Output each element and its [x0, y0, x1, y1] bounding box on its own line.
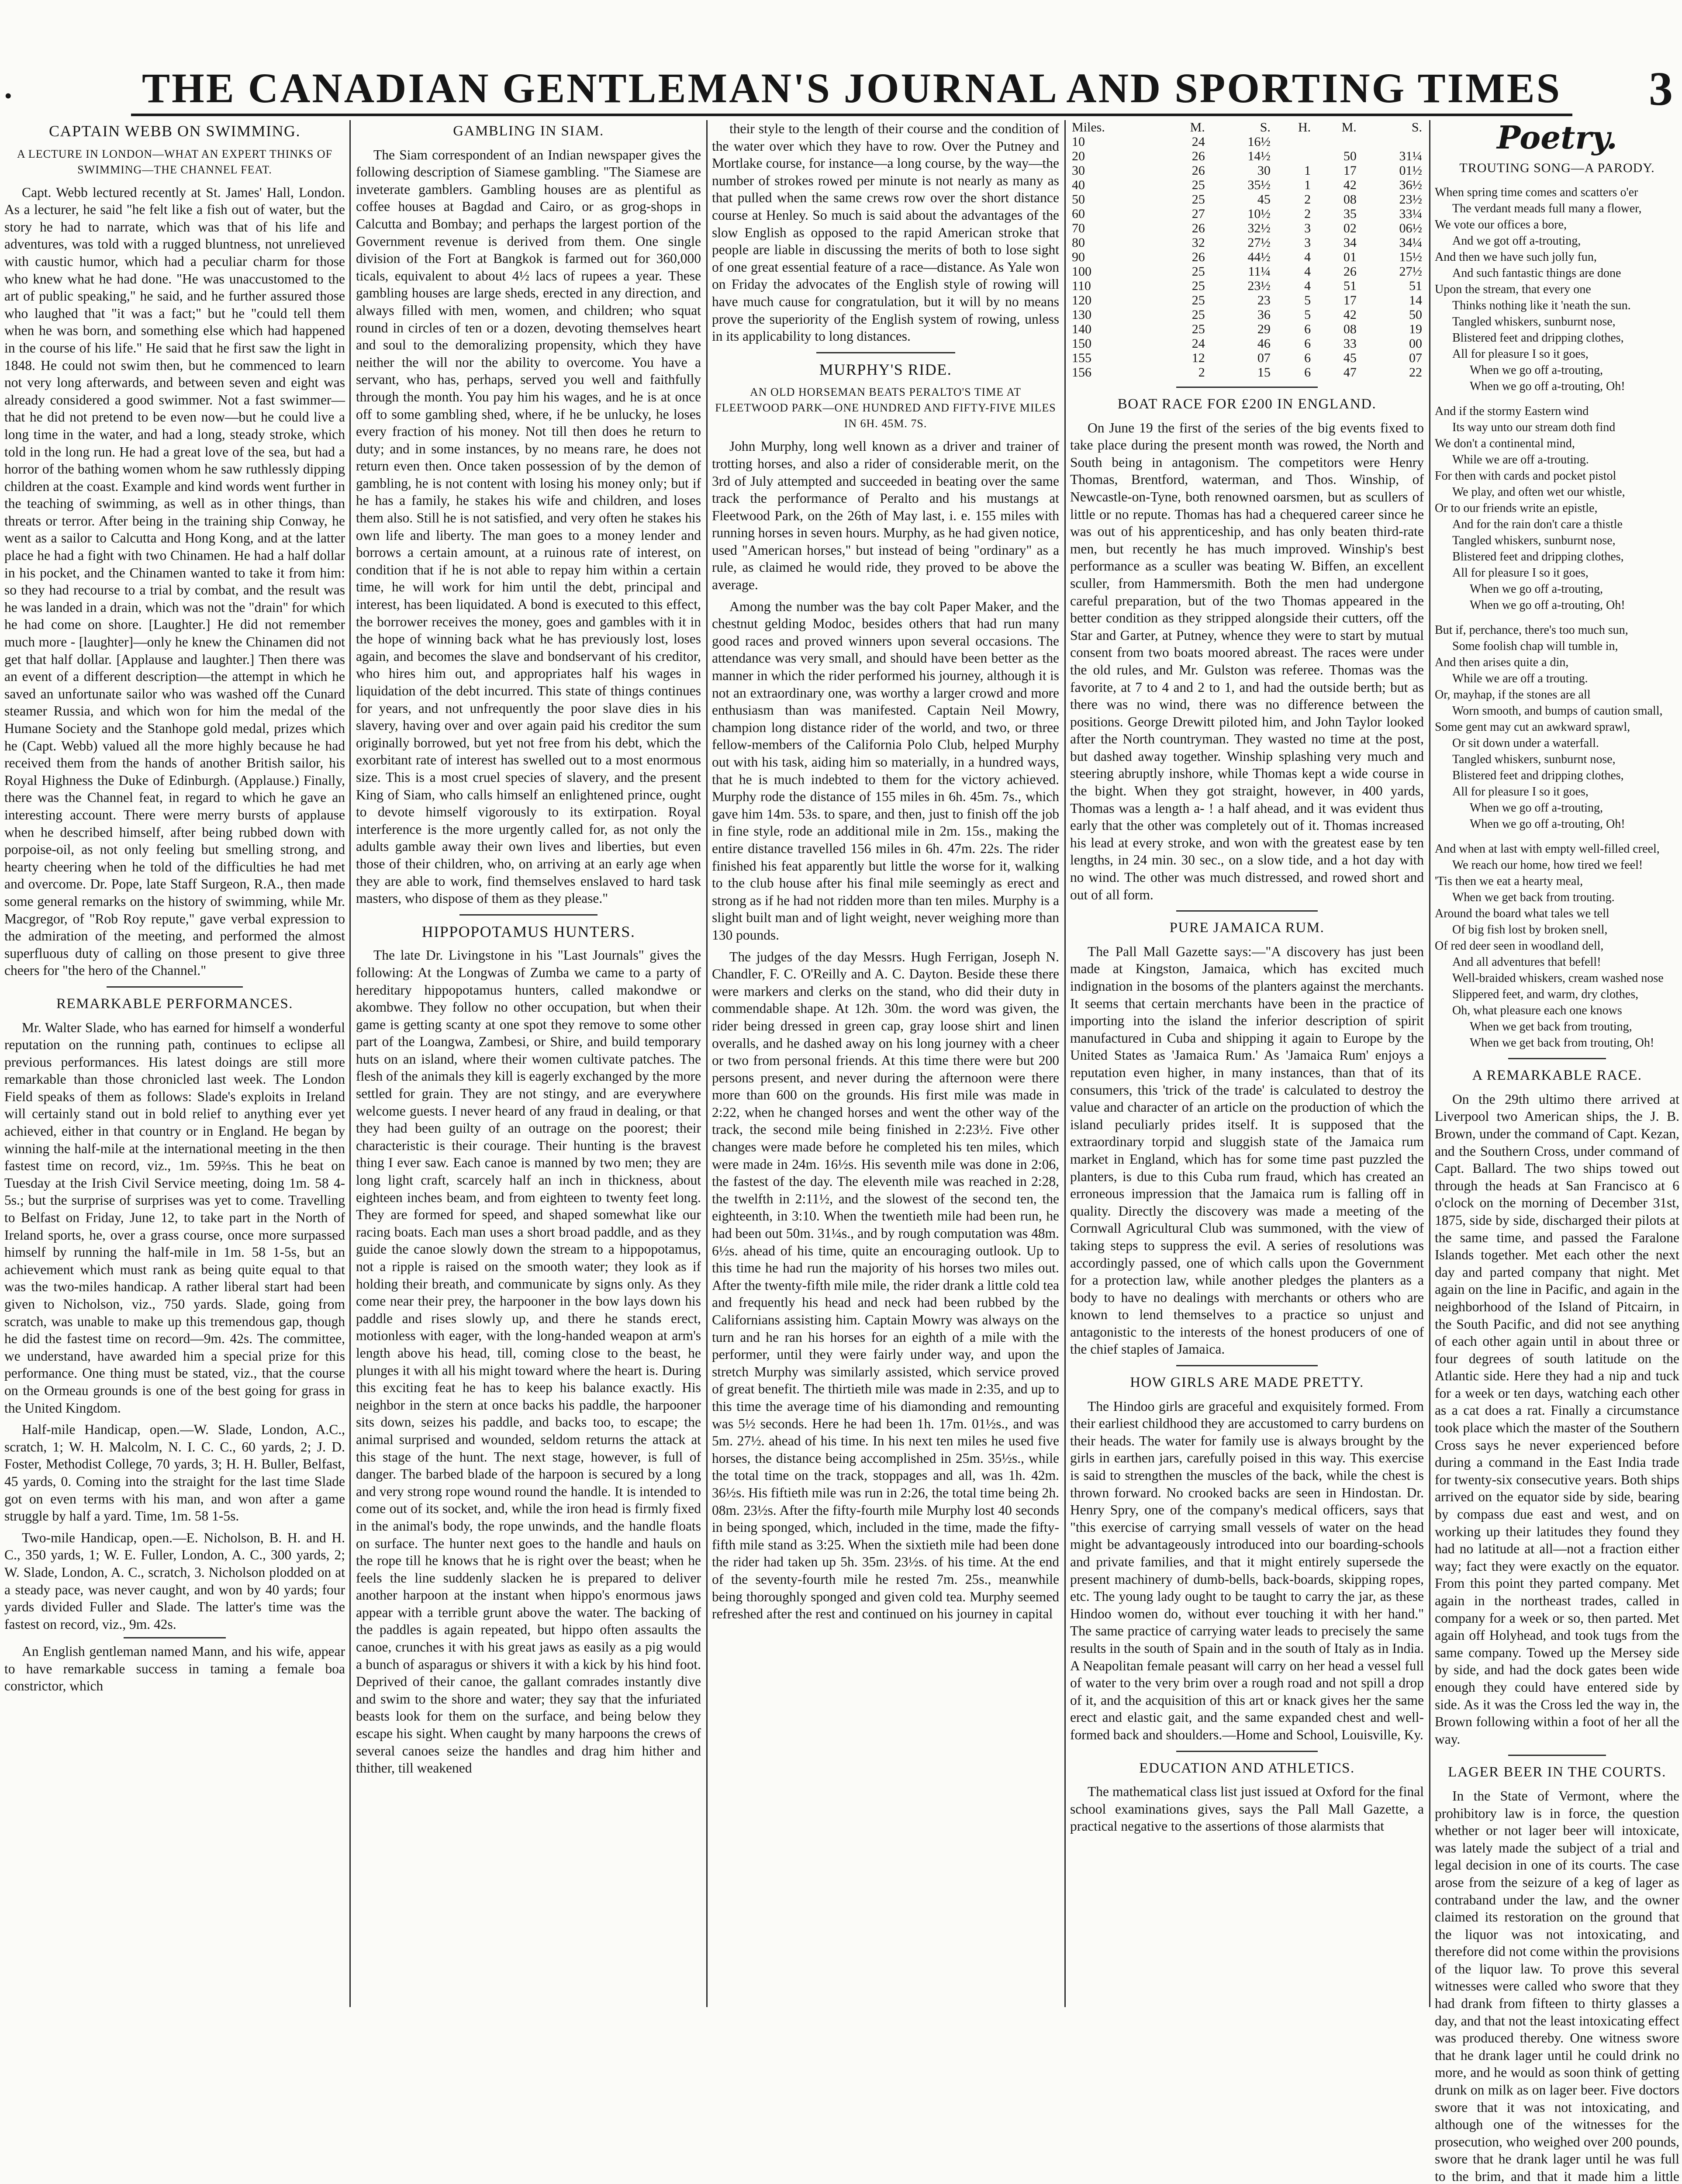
poem-line: All for pleasure I so it goes,: [1452, 347, 1589, 361]
section-divider: [1176, 387, 1318, 388]
table-cell: 51: [1343, 279, 1357, 293]
section-divider: [1176, 1751, 1318, 1752]
table-cell: 32: [1192, 235, 1205, 250]
poem-line: Around the board what tales we tell: [1435, 907, 1609, 921]
table-body: [1070, 135, 1424, 380]
article-paragraph: On the 29th ultimo there arrived at Liverpool two American ships, the J. B. Brown, under the command of Capt. Kezan, and the Southern Cross, under command of Capt. Ballard. The two ships towed out through the heads at San Francisco at 6 o'clock on the morning of December 31st, 1875, side by side, discharged their pilots at the same time, and passed the Faralone Islands together. Met each other the next day and parted company that night. Met again on the line in Pacific, and again in the neighborhood of the Island of Pitcairn, in the South Pacific, and did not see anything of each other again until in about three or four degrees of south latitude on the Atlantic side. Here they had a nip and tuck for a week or ten days, watching each other as a cat does a rat. Finally a circumstance took place which the master of the Southern Cross says he never experienced before during a command in the East India trade for twenty-six consecutive years. Both ships arrived on the equator side by side, bearing by compass due east and west, and on working up their latitudes they found they had no latitude at all—not a fraction either way; fact they were exactly on the equator. From this point they parted company. Met again in the northeast trades, called in company for a week or so, then parted. Met again off Holyhead, and took tugs from the same company. Towed up the Mersey side by side, and had the dock gates been wide enough they could have entered side by side. As it was the Cross led the way in, the Brown following within a foot of her all the way.: [1435, 1091, 1679, 1747]
table-row: [1070, 365, 1424, 380]
poem-line: Or sit down under a waterfall.: [1452, 736, 1599, 750]
poem-line: Slippered feet, and warm, dry clothes,: [1452, 988, 1639, 1002]
poem-line: Tangled whiskers, sunburnt nose,: [1452, 753, 1616, 767]
column-rule: [706, 120, 708, 2007]
column-rule: [1064, 120, 1066, 2007]
poem-line: And if the stormy Eastern wind: [1435, 404, 1589, 418]
table-cell: 140: [1072, 322, 1091, 336]
poem-line: When we get back from trouting,: [1470, 1020, 1632, 1034]
poem-line: When we go off a-trouting,: [1470, 582, 1603, 596]
table-cell: 44½: [1247, 250, 1271, 264]
table-cell: 25: [1192, 322, 1205, 336]
table-cell: [1358, 135, 1424, 149]
table-cell: 3: [1304, 221, 1311, 235]
table-cell: 6: [1304, 351, 1311, 365]
article-paragraph: Among the number was the bay colt Paper Maker, and the chestnut gelding Modoc, besides others that had run many good races and proved winners upon several occasions. The attendance was very small, and should have been better as the manner in which the rider performed his journey, although it is not an extraordinary one, was worthy a larger crowd and more enthusiasm than was manifested. Captain Neil Mowry, champion long distance rider of the world, and two, or three fellow-members of the California Polo Club, helped Murphy out with his task, aiding him so materially, in a hundred ways, that he is much indebted to them for the victory achieved. Murphy rode the distance of 155 miles in 6h. 45m. 7s., which gave him 14m. 53s. to spare, and then, just to finish off the job in fine style, rode an additional mile in 2m. 15s., making the entire distance travelled 156 miles in 6h. 47m. 22s. The rider finished his feat apparently but little the worse for it, walking to the club house after his final mile seemingly as erect and strong as if he had not ridden more than ten miles. Murphy is a slight built man and of light weight, never weighing more than 130 pounds.: [712, 598, 1059, 943]
poem-line: And when at last with empty well-filled creel,: [1435, 842, 1660, 856]
table-row: [1070, 264, 1424, 279]
table-cell: 51: [1409, 279, 1422, 293]
article-paragraph: The mathematical class list just issued at Oxford for the final school examinations gives, says the Pall Mall Gazette, a practical negative to the assertions of those alarmists that: [1070, 1784, 1424, 1834]
poem-line: While we are off a trouting.: [1452, 672, 1588, 686]
table-cell: 26: [1192, 149, 1205, 163]
table-cell: 25: [1192, 178, 1205, 192]
section-divider: [816, 352, 955, 353]
stanza-gap: [1435, 394, 1679, 403]
table-header-cell: S.: [1411, 120, 1422, 135]
table-cell: 10½: [1247, 207, 1271, 221]
poem-line: And we got off a-trouting,: [1452, 234, 1581, 248]
table-cell: 1: [1304, 178, 1311, 192]
table-row: [1070, 207, 1424, 221]
article-headline: HOW GIRLS ARE MADE PRETTY.: [1130, 1375, 1364, 1391]
table-cell: 01½: [1399, 163, 1422, 178]
table-cell: 31¼: [1399, 149, 1422, 163]
mile-times-table: [1070, 120, 1424, 380]
table-header-cell: H.: [1298, 120, 1311, 135]
table-cell: 36: [1257, 308, 1271, 322]
poem-line: Some foolish chap will tumble in,: [1452, 639, 1618, 653]
table-cell: [1272, 135, 1312, 149]
article-paragraph: The Hindoo girls are graceful and exquisitely formed. From their earliest childhood they are accustomed to carry burdens on their heads. The water for family use is always brought by the girls in earthen jars, carefully poised in this way. This exercise is said to strengthen the muscles of the back, while the chest is thrown forward. No crooked backs are seen in Hindostan. Dr. Henry Spry, one of the company's medical officers, says that "this exercise of carrying small vessels of water on the head might be advantageously introduced into our boarding-schools and private families, and that it might entirely supersede the present machinery of dumb-bells, back-boards, skipping ropes, etc. The young lady ought to be taught to carry the jar, as these Hindoo women do, without ever touching it with her hand." The same practice of carrying water leads to precisely the same results in the south of Spain and in the south of Italy as in India. A Neapolitan female peasant will carry on her head a vessel full of water to the very brim over a rough road and not spill a drop of it, and the acquisition of this art or knack gives her the same erect and elastic gait, and the same expanded chest and well-formed back and shoulders.—Home and School, Louisville, Ky.: [1070, 1398, 1424, 1742]
stanza-gap: [1435, 613, 1679, 622]
table-cell: 40: [1072, 178, 1085, 192]
table-cell: 07: [1257, 351, 1271, 365]
table-cell: 35½: [1247, 178, 1271, 192]
poem-line: Oh, what pleasure each one knows: [1452, 1004, 1622, 1018]
table-cell: 08: [1343, 322, 1357, 336]
table-cell: 06½: [1399, 221, 1422, 235]
poem-line: Blistered feet and dripping clothes,: [1452, 769, 1624, 783]
section-divider: [1176, 910, 1318, 912]
table-row: [1070, 293, 1424, 308]
table-cell: 30: [1257, 163, 1271, 178]
article-subheadline: A LECTURE IN LONDON—WHAT AN EXPERT THINKS OF SWIMMING—THE CHANNEL FEAT.: [17, 147, 333, 176]
article-paragraph: their style to the length of their course and the condition of the water over which they have to row. Over the Putney and Mortlake course, for instance—a long course, by the way—the number of strokes rowed per minute is not nearly as many as that pulled when the same crews row over the short distance course at Henley. So much is said about the advantages of the slow English as opposed to the rapid American stroke that people are liable in discussing the merits of both to lose sight of one great essential feature of a race—distance. As Yale won on Friday the advocates of the English style of rowing will have much cause for congratulation, but it will by no means prove the superiority of the English system of rowing, unless in its applicability to long distances.: [712, 121, 1059, 344]
poem-line: Tangled whiskers, sunburnt nose,: [1452, 315, 1616, 329]
poem-line: When we go off a-trouting,: [1470, 801, 1603, 815]
table-cell: 25: [1192, 264, 1205, 279]
table-cell: 70: [1072, 221, 1085, 235]
table-cell: 29: [1257, 322, 1271, 336]
poem-line: When spring time comes and scatters o'er: [1435, 186, 1638, 200]
table-cell: 50: [1343, 149, 1357, 163]
poem-line: Thinks nothing like it 'neath the sun.: [1452, 299, 1631, 313]
table-cell: 27½: [1399, 264, 1422, 279]
table-row: [1070, 178, 1424, 192]
article-headline: GAMBLING IN SIAM.: [453, 123, 604, 139]
table-row: [1070, 135, 1424, 149]
table-cell: 110: [1072, 279, 1091, 293]
poem-line: But if, perchance, there's too much sun,: [1435, 623, 1628, 637]
poem-line: Blistered feet and dripping clothes,: [1452, 331, 1624, 345]
table-cell: [1312, 135, 1358, 149]
table-header-cell: M.: [1190, 120, 1205, 135]
table-cell: 35: [1343, 207, 1357, 221]
table-row: [1070, 192, 1424, 207]
article-paragraph: Capt. Webb lectured recently at St. James' Hall, London. As a lecturer, he said "he felt like a fish out of water, but the story he had to narrate, which was that of his life and adventures, was told with a rugged bluntness, not unrelieved with caustic humor, which had a peculiar charm for those who knew what he had done. "He was unaccustomed to the art of public speaking," he said, and he further assured those who laughed that "it was a fact;" but he "could tell them when he was born, and something else which had happened in the course of his life." He said that he first saw the light in 1848. He could not swim then, but he commenced to learn not very long afterwards, and between seven and eight was already considered a good swimmer. Not a fast swimmer—that he did not pretend to be even now—but he could live a long time in the water, and had a long, steady stroke, which told in the long run. He had a great love of the sea, but had a horror of the bathing women whom he saw ruthlessly dipping children at the coast. Example and kind words went further in the teaching of swimming, as well as in other things, than threats or terror. After being in the training ship Conway, he went as a sailor to Calcutta and Hong Kong, and at the latter place he had a fight with two Chinamen. He had a half dollar in his pocket, and the Chinamen wanted to take it from him: so they had recourse to a trial by combat, and the result was he was landed in a drain, which was not the "drain" for which he had come on shore. [Laughter.] He did not remember much more - [laughter]—only he knew the Chinamen did not get that half dollar. [Applause and laughter.] Then there was an event of a different description—the attempt in which he saved an unfortunate sailor who was washed off the Cunard steamer Russia, and which won for him the medal of the Humane Society and the Stanhope gold medal, prizes which he (Capt. Webb) valued all the more highly because he had received them from the hands of another British sailor, his Royal Highness the Duke of Edinburgh. (Applause.) Finally, there was the Channel feat, in regard to which he gave an interesting account. There were merry bursts of applause when he described himself, after being rubbed down with porpoise-oil, as not only feeling but smelling strong, and hearty cheering when he told of the difficulties he had met and overcome. Dr. Pope, late Staff Surgeon, R.A., then made some general remarks on the history of swimming, while Mr. Macgregor, of "Rob Roy repute," gave verbal expression to the admiration of the meeting, and performed the almost superfluous duty of calling on those present to give three cheers for "the hero of the Channel.": [4, 184, 345, 978]
poetry-section-title: Poetry.: [1497, 119, 1617, 156]
article-headline: A REMARKABLE RACE.: [1472, 1068, 1642, 1084]
table-cell: 11¼: [1248, 264, 1271, 279]
table-cell: 17: [1343, 163, 1357, 178]
table-cell: 4: [1304, 279, 1311, 293]
article-paragraph: On June 19 the first of the series of the big events fixed to take place during the present month was rowed, the North and South being in antagonism. The competitors were Henry Thomas, Brentford, waterman, and Thos. Winship, of Newcastle-on-Tyne, both renowned oarsmen, but as scullers of little or no repute. Thomas has had a chequered career since he was out of his apprenticeship, and has only beaten third-rate men, but recently he has much improved. Winship's best performance as a sculler was beating W. Biffen, an excellent sculler, from Hammersmith. Both the men had undergone careful preparation, but of the two Thomas appeared in the better condition as they stripped alongside their cutters, off the Star and Garter, at Putney, whence they were to start by mutual consent from two boats moored abreast. The races were under the old rules, and Mr. Gulston was referee. Thomas was the favorite, at 7 to 4 and 2 to 1, and had the outside berth; but as there was no wind, there was no difference between the positions. George Drewitt piloted him, and John Taylor looked after the North countryman. They wasted no time at the post, but dashed away together. Winship splashing very much and steering abruptly inshore, while Thomas kept a wide course in the bight. When they got straight, however, in 400 yards, Thomas was a length a- ! a half ahead, and it was evident thus early that the other was completely out of it. Thomas increased his lead at every stroke, and won with the greatest ease by ten lengths, in 24 min. 30 sec., on a slow tide, and a hot day with no wind. The other was much distressed, and rowed short and out of all form.: [1070, 420, 1424, 902]
poem-line: When we go off a-trouting, Oh!: [1470, 598, 1625, 612]
article-subheadline: AN OLD HORSEMAN BEATS PERALTO'S TIME AT FLEETWOOD PARK—ONE HUNDRED AND FIFTY-FIVE MILES IN 6H. 45M. 7S.: [715, 386, 1056, 430]
column-2: [356, 120, 701, 2007]
poem-line: And for the rain don't care a thistle: [1452, 518, 1623, 532]
table-cell: 50: [1072, 192, 1085, 207]
column-4: [1070, 120, 1424, 2007]
table-cell: 120: [1072, 293, 1091, 308]
table-cell: 3: [1304, 235, 1311, 250]
table-row: [1070, 149, 1424, 163]
section-divider: [1176, 1365, 1318, 1366]
poem-line: Its way unto our stream doth find: [1452, 421, 1616, 435]
table-cell: 22: [1409, 365, 1422, 380]
table-cell: 5: [1304, 293, 1311, 308]
table-cell: 02: [1343, 221, 1357, 235]
poem-line: Well-braided whiskers, cream washed nose: [1452, 971, 1664, 985]
table-cell: 26: [1343, 264, 1357, 279]
section-divider: [124, 1637, 226, 1638]
article-paragraph: The judges of the day Messrs. Hugh Ferrigan, Joseph N. Chandler, F. C. O'Reilly and A. C. Dayton. Beside these there were markers and clerks on the stand, who did their duty in commendable shape. At 12h. 30m. the word was given, the rider being dressed in green cap, gray loose shirt and linen overalls, and he dashed away on his long journey with a cheer or two from personal friends. At this time there were but 200 persons present, and never during the afternoon were there more than 600 on the grounds. His first mile was made in 2:22, when he changed horses and went the other way of the track, the second mile being finished in 2:23½. Five other changes were made before he completed his ten miles, which were made in 24m. 16½s. His seventh mile was done in 2:06, the fastest of the day. The eleventh mile was reached in 2:28, the twelfth in 2:11½, and the slowest of the second ten, the eighteenth, in 3:10. When the twentieth mile had been run, he had been out 50m. 31¼s., and by rough computation was 48m. 6½s. ahead of his time, quite an encouraging outlook. Up to this time he had run the majority of his horses two miles out. After the twenty-fifth mile mile, the rider drank a little cold tea and frequently his head and neck had been rubbed by the Californians assisting him. Captain Mowry was always on the turn and he ran his horses for an eighth of a mile with the performer, until they were fairly under way, and upon the stretch Murphy was similarly assisted, which service proved of great benefit. The thirtieth mile was made in 2:35, and up to this time the average time of his diamonding and remounting was 5½ seconds. Here he had been 1h. 17m. 01½s., and was 5m. 27½. ahead of his time. In his next ten miles he used five horses, the distance being accomplished in 25m. 35½s., while the total time on the track, stoppages and all, was 1h. 42m. 36½s. His fiftieth mile was run in 2:26, the total time being 2h. 08m. 23½s. After the fifty-fourth mile Murphy lost 40 seconds in being sponged, which, included in the time, made the fifty-fifth mile stand as 3:25. When the sixtieth mile had been done the rider had taken up 5h. 35m. 23½s. of his time. At the end of the seventy-fourth mile he rested 7m. 25s., meanwhile being thoroughly sponged and given cold tea. Murphy seemed refreshed after the rest and continued on his journey in capital: [712, 949, 1059, 1622]
poem-line: Of red deer seen in woodland dell,: [1435, 939, 1604, 953]
table-cell: 6: [1304, 322, 1311, 336]
table-row: [1070, 308, 1424, 322]
table-cell: 12: [1192, 351, 1205, 365]
table-cell: 25: [1192, 279, 1205, 293]
poem-line: Of big fish lost by broken snell,: [1452, 923, 1608, 937]
poem-line: We play, and often wet our whistle,: [1452, 485, 1625, 499]
poem-line: Blistered feet and dripping clothes,: [1452, 550, 1624, 564]
table-cell: 33: [1343, 336, 1357, 351]
table-cell: 23½: [1399, 192, 1422, 207]
table-cell: 17: [1343, 293, 1357, 308]
table-cell: 2: [1304, 207, 1311, 221]
table-cell: 16½: [1247, 135, 1271, 149]
table-cell: 47: [1343, 365, 1357, 380]
table-cell: 25: [1192, 192, 1205, 207]
poem-line: When we get back from trouting, Oh!: [1470, 1036, 1654, 1050]
table-cell: 2: [1304, 192, 1311, 207]
column-3: [712, 120, 1059, 2007]
poem-line: The verdant meads full many a flower,: [1452, 202, 1642, 216]
table-cell: 25: [1192, 293, 1205, 308]
article-headline: HIPPOPOTAMUS HUNTERS.: [421, 923, 635, 940]
table-row: [1070, 336, 1424, 351]
table-cell: 4: [1304, 264, 1311, 279]
table-cell: 27½: [1247, 235, 1271, 250]
table-cell: 01: [1343, 250, 1357, 264]
table-cell: 26: [1192, 221, 1205, 235]
section-divider: [1508, 1058, 1606, 1059]
article-headline: PURE JAMAICA RUM.: [1169, 920, 1325, 936]
table-cell: 26: [1192, 163, 1205, 178]
table-cell: 14½: [1247, 149, 1271, 163]
table-cell: 23½: [1247, 279, 1271, 293]
table-cell: 6: [1304, 365, 1311, 380]
table-cell: 30: [1072, 163, 1085, 178]
table-cell: 24: [1192, 336, 1205, 351]
table-cell: 19: [1409, 322, 1422, 336]
article-paragraph: Mr. Walter Slade, who has earned for himself a wonderful reputation on the running path, continues to eclipse all previous performances. His latest doings are still more remarkable than those chronicled last week. The London Field speaks of them as follows: Slade's exploits in Ireland will certainly stand out in bold relief to anything ever yet achieved, either in that country or in England. He began by winning the half-mile at the international meeting in the then fastest time on record, viz., 1m. 59⅔s. This he beat on Tuesday at the Irish Civil Service meeting, doing 1m. 58 4-5s.; but the surprise of surprises was yet to come. Travelling to Belfast on Friday, June 12, to take part in the North of Ireland sports, he, over a grass course, once more surpassed himself by running the half-mile in 1m. 58 1-5s, but an achievement which must rank as being quite equal to that was the two-miles handicap. A rather liberal start had been given to Nicholson, viz., 750 yards. Slade, going from scratch, was unable to make up this tremendous gap, though he did the fastest time on record—9m. 42s. The committee, we understand, have awarded him a special prize for this performance. One thing must be stated, viz., that the course on the Ormeau grounds is one of the best going for grass in the United Kingdom.: [4, 1019, 345, 1416]
poem-line: When we go off a-trouting,: [1470, 363, 1603, 377]
table-cell: 32½: [1247, 221, 1271, 235]
poem-line: All for pleasure I so it goes,: [1452, 566, 1589, 580]
table-cell: 90: [1072, 250, 1085, 264]
table-cell: 23: [1257, 293, 1271, 308]
table-cell: 100: [1072, 264, 1091, 279]
table-cell: 5: [1304, 308, 1311, 322]
poem-line: 'Tis then we eat a hearty meal,: [1435, 874, 1583, 888]
table-cell: 00: [1409, 336, 1422, 351]
table-row: [1070, 235, 1424, 250]
poem-line: We vote our offices a bore,: [1435, 218, 1567, 232]
table-row: [1070, 351, 1424, 365]
poem-line: Or, mayhap, if the stones are all: [1435, 688, 1591, 702]
table-cell: [1272, 149, 1312, 163]
table-row: [1070, 250, 1424, 264]
article-paragraph: The Siam correspondent of an Indian newspaper gives the following description of Siamese gambling. "The Siamese are inveterate gamblers. Gambling houses are as plentiful as coffee houses at Bagdad and Cairo, or as grog-shops in Calcutta and Bombay; and perhaps the largest portion of the Government revenue is derived from them. One single division of the Fort at Bangkok is farmed out for 360,000 ticals, equivalent to about 4½ lacs of rupees a year. These gambling houses are large sheds, erected in any direction, and always filled with men, women, and children; who squat round in circles of ten or a dozen, devoting themselves heart and soul to the demoralizing propensity, which they have neither the will nor the ability to overcome. You have a servant, who has, perhaps, served you well and faithfully through the month. You pay him his wages, and he is at once off to some gambling shed, where, if he be unlucky, he loses every fraction of his money. Not till then does he return to duty; and in some instances, by no means rare, he does not return even then. Once taken possession of by the demon of gambling, he is not content with losing his money only; but if he has a family, he stakes his wife and children, and loses them also. Still he is not satisfied, and very often he stakes his own life and liberty. The man goes to a money lender and borrows a certain amount, at a ruinous rate of interest, on condition that if he is not able to repay him within a certain time, he will work for him until the debt, principal and interest, has been liquidated. A bond is executed to this effect, the borrower receives the money, goes and gambles with it in the hope of winning back what he has previously lost, loses again, and becomes the slave and bondservant of his creditor, who hires him out, and appropriates half his wages in liquidation of the debt incurred. This state of things continues for years, and not unfrequently the poor slave dies in his slavery, having over and over again paid his creditor the sum originally borrowed, but yet not free from his debt, which the exorbitant rate of interest has swelled out to a most enormous size. This is a most cruel species of slavery, and the present King of Siam, who calls himself an enlightened prince, ought to devote himself vigorously to its extirpation. Royal interference is the more urgently called for, as not only the adults gamble away their own lives and liberties, but even those of their children, who, on arriving at an early age when they are able to work, find themselves enslaved to hard task masters, who dispose of them as they please.": [356, 147, 701, 906]
table-cell: 150: [1072, 336, 1091, 351]
table-cell: 45: [1343, 351, 1357, 365]
table-cell: 26: [1192, 250, 1205, 264]
poem-line: All for pleasure I so it goes,: [1452, 785, 1589, 799]
table-cell: 34: [1343, 235, 1357, 250]
article-paragraph: John Murphy, long well known as a driver and trainer of trotting horses, and also a rider of considerable merit, on the 3rd of July attempted and succeeded in beating over the same track the performance of Peralto and his mustangs at Fleetwood Park, on the 26th of May last, i. e. 155 miles with running horses in seven hours. Murphy, as he had given notice, used "American horses," but instead of being "ordinary" as a rule, as claimed he would ride, they proved to be above the average.: [712, 439, 1059, 593]
column-5: [1435, 119, 1679, 2184]
article-paragraph: Half-mile Handicap, open.—W. Slade, London, A.C., scratch, 1; W. H. Malcolm, N. I. C. C., 60 yards, 2; J. D. Foster, Methodist College, 70 yards, 3; H. H. Buller, Belfast, 45 yards, 0. Coming into the straight for the last time Slade got on even terms with his man, and won after a game struggle by half a yard. Time, 1m. 58 1-5s.: [4, 1422, 345, 1524]
section-divider: [1508, 1755, 1606, 1756]
article-headline: REMARKABLE PERFORMANCES.: [56, 995, 294, 1012]
article-paragraph: An English gentleman named Mann, and his wife, appear to have remarkable success in taming a female boa constrictor, which: [4, 1644, 345, 1694]
table-header-row: [1070, 120, 1424, 135]
article-paragraph: The Pall Mall Gazette says:—"A discovery has just been made at Kingston, Jamaica, which has excited much indignation in the bosoms of the planters against the merchants. It seems that certain merchants have been in the practice of importing into the island the inferior description of spirit manufactured in Cuba and shipping it again to Europe by the United States as 'Jamaica Rum.' As 'Jamaica Rum' enjoys a reputation even higher, in many instances, than that of its consumers, this 'trick of the trade' is calculated to destroy the value and character of an article on the production of which the island peculiarly prides itself. It is supposed that the extraordinary torpid and sluggish state of the Jamaica rum market in England, which has for some time past puzzled the planters, is due to this Cuba rum fraud, which has created an erroneous impression that the Jamaica rum is falling off in quality. Directly the discovery was made a meeting of the Cornwall Agricultural Club was summoned, with the view of taking steps to suppress the evil. A series of resolutions was accordingly passed, one of which calls upon the Government for a protection law, while another pledges the planters as a body to have no dealings with merchants or others who are known to lend themselves to a practice so unjust and antagonistic to the interests of the honest producers of one of the chief staples of Jamaica.: [1070, 943, 1424, 1357]
poem-line: Tangled whiskers, sunburnt nose,: [1452, 534, 1616, 548]
table-cell: 24: [1192, 135, 1205, 149]
page-number: 3: [1649, 62, 1673, 115]
stanza-gap: [1435, 832, 1679, 841]
table-cell: 45: [1257, 192, 1271, 207]
article-paragraph: The late Dr. Livingstone in his "Last Journals" gives the following: At the Longwas of Zumba we came to a party of hereditary hippopotamus hunters, called makondwe or akombwe. They follow no other occupation, but when their game is getting scanty at one spot they remove to some other part of the Loangwa, Zambesi, or Shire, and build temporary huts on an island, where their women cultivate patches. The flesh of the animals they kill is eagerly exchanged by the more settled for grain. They are not stingy, and are everywhere welcome guests. I never heard of any fraud in dealing, or that they had been guilty of an outrage on the poorest; their characteristic is their courage. Their hunting is the bravest thing I ever saw. Each canoe is manned by two men; they are long light craft, scarcely half an inch in thickness, about eighteen inches beam, and from eighteen to twenty feet long. They are formed for speed, and shaped somewhat like our racing boats. Each man uses a short broad paddle, and as they guide the canoe slowly down the stream to a hippopotamus, not a ripple is raised on the smooth water; they look as if holding their breath, and communicate by signs only. As they come near their prey, the harpooner in the bow lays down his paddle and rises slowly up, and there he stands erect, motionless with eager, with the long-handed weapon at arm's length above his head, till, coming close to the beast, he plunges it with all his might toward where the heart is. During this exciting feat he has to keep his balance exactly. His neighbor in the stern at once backs his paddle, the harpooner sits down, seizes his paddle, and backs too, to escape; the animal surprised and wounded, seldom returns the attack at this stage of the hunt. The next stage, however, is full of danger. The barbed blade of the harpoon is secured by a long and very strong rope wound round the handle. It is intended to come out of its socket, and, while the iron head is firmly fixed in the animal's body, the rope unwinds, and the handle floats on surface. The hunter next goes to the handle and hauls on the rope till he knows that he is right over the beast; when he feels the line suddenly slacken he is prepared to deliver another harpoon at the instant when hippo's enormous jaws appear with a terrible grunt above the water. The backing of the paddles is again repeated, but hippo often assaults the canoe, crunches it with his great jaws as easily as a pig would a bunch of asparagus or shivers it with a kick by his hind foot. Deprived of their canoe, the gallant comrades instantly dive and swim to the shore and water; they say that the infuriated beasts look for them on the surface, and being below they escape his sight. When caught by many harpoons the crews of several canoes seize the handles and drag him hither and thither, till weakened: [356, 947, 701, 1776]
column-1: [4, 120, 345, 2007]
table-cell: 155: [1072, 351, 1091, 365]
article-headline: MURPHY'S RIDE.: [819, 360, 952, 378]
poem-line: Worn smooth, and bumps of caution small,: [1452, 704, 1663, 718]
table-cell: 80: [1072, 235, 1085, 250]
table-cell: 6: [1304, 336, 1311, 351]
table-cell: 34¼: [1399, 235, 1422, 250]
column-rule: [1429, 120, 1430, 2007]
section-divider: [459, 914, 598, 916]
table-cell: 08: [1343, 192, 1357, 207]
page-edge-mark: •: [4, 83, 12, 108]
poem-line: While we are off a-trouting.: [1452, 453, 1589, 467]
poem-line: We don't a continental mind,: [1435, 437, 1575, 451]
table-cell: 14: [1409, 293, 1422, 308]
table-cell: 42: [1343, 308, 1357, 322]
column-rule: [349, 120, 351, 2007]
table-cell: 33¼: [1399, 207, 1422, 221]
poem-line: When we go off a-trouting, Oh!: [1470, 380, 1625, 394]
table-cell: 46: [1257, 336, 1271, 351]
table-cell: 2: [1198, 365, 1205, 380]
poem-line: For then with cards and pocket pistol: [1435, 469, 1616, 483]
table-cell: 10: [1072, 135, 1085, 149]
poem-line: Or to our friends write an epistle,: [1435, 501, 1598, 515]
article-headline: EDUCATION AND ATHLETICS.: [1139, 1760, 1355, 1776]
poem-line: Upon the stream, that every one: [1435, 283, 1591, 297]
poem-title: TROUTING SONG—A PARODY.: [1459, 160, 1655, 175]
table-row: [1070, 322, 1424, 336]
table-cell: 1: [1304, 163, 1311, 178]
table-cell: 4: [1304, 250, 1311, 264]
poem-line: We reach our home, how tired we feel!: [1452, 858, 1643, 872]
table-header-cell: S.: [1260, 120, 1271, 135]
article-headline: LAGER BEER IN THE COURTS.: [1448, 1764, 1666, 1780]
section-divider: [107, 986, 243, 988]
poem-line: And then arises quite a din,: [1435, 656, 1569, 670]
poem-line: When we go off a-trouting, Oh!: [1470, 817, 1625, 831]
table-header-cell: Miles.: [1072, 120, 1105, 135]
table-cell: 50: [1409, 308, 1422, 322]
table-cell: 130: [1072, 308, 1091, 322]
table-cell: 15½: [1399, 250, 1422, 264]
table-cell: 156: [1072, 365, 1091, 380]
poem-line: And all adventures that befell!: [1452, 955, 1601, 969]
poem-line: When we get back from trouting.: [1452, 891, 1615, 905]
table-cell: 60: [1072, 207, 1085, 221]
table-row: [1070, 279, 1424, 293]
article-paragraph: Two-mile Handicap, open.—E. Nicholson, B. H. and H. C., 350 yards, 1; W. E. Fuller, London, A. C., 300 yards, 2; W. Slade, London, A. C., scratch, 3. Nicholson plodded on at a steady pace, was never caught, and won by 40 yards; four yards divided Fuller and Slade. The latter's time was the fastest on record, viz., 9m. 42s.: [4, 1530, 345, 1632]
table-cell: 42: [1343, 178, 1357, 192]
poem-line: And such fantastic things are done: [1452, 266, 1621, 280]
table-header-cell: M.: [1341, 120, 1357, 135]
poem-line: Some gent may cut an awkward sprawl,: [1435, 720, 1630, 734]
table-cell: 25: [1192, 308, 1205, 322]
masthead: [131, 61, 1673, 116]
table-cell: 07: [1409, 351, 1422, 365]
table-cell: 15: [1257, 365, 1271, 380]
article-headline: CAPTAIN WEBB ON SWIMMING.: [49, 122, 300, 140]
table-row: [1070, 163, 1424, 178]
article-headline: BOAT RACE FOR £200 IN ENGLAND.: [1117, 396, 1377, 412]
table-cell: 20: [1072, 149, 1085, 163]
article-paragraph: In the State of Vermont, where the prohibitory law is in force, the question whether or not lager beer will intoxicate, was lately made the subject of a trial and legal decision in one of its courts. The case arose from the seizure of a keg of lager as contraband under the law, and the owner claimed its restoration on the ground that the liquor was not intoxicating, and therefore did not come within the provisions of the liquor law. To prove this several witnesses were called who swore that they had drank from fifteen to thirty glasses a day, and that not the least intoxicating effect was produced thereby. One witness swore that he drank lager until he could drink no more, and he would as soon think of getting drunk on milk as on lager beer. Five doctors swore that it was not intoxicating, and although one of the witnesses for the prosecution, who weighed over 200 pounds, swore that he drank lager until he was full to the brim, and that it made him a little: [1435, 1788, 1679, 2184]
poem: [1435, 184, 1679, 1051]
table-row: [1070, 221, 1424, 235]
table-cell: 27: [1192, 207, 1205, 221]
poem-line: And then we have such jolly fun,: [1435, 250, 1597, 264]
newspaper-title: THE CANADIAN GENTLEMAN'S JOURNAL AND SPORTING TIMES: [142, 65, 1561, 111]
table-cell: 36½: [1399, 178, 1422, 192]
